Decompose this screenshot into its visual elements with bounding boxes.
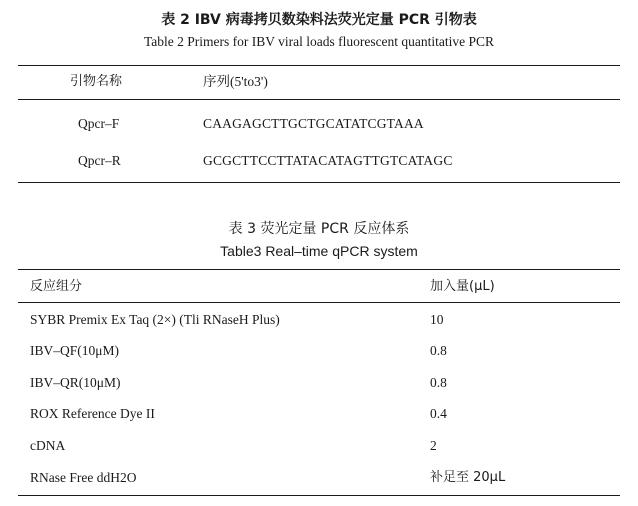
table3-header-component: 反应组分 — [30, 279, 83, 294]
table3-row-component: ROX Reference Dye II — [30, 406, 155, 421]
table2-row-name: Qpcr–R — [78, 153, 121, 168]
table2-top-rule — [18, 65, 620, 66]
table3-row-amount: 0.8 — [430, 375, 447, 390]
table2-row-sequence: CAAGAGCTTGCTGCATATCGTAAA — [203, 116, 424, 131]
table3-row-component: IBV–QR(10μM) — [30, 375, 121, 390]
table2-row-name: Qpcr–F — [78, 116, 120, 131]
table3-bottom-rule — [18, 495, 620, 496]
table2-caption-en: Table 2 Primers for IBV viral loads fluorescent quantitative PCR — [143, 34, 495, 49]
table3-row-component: RNase Free ddH2O — [30, 470, 137, 485]
table2-caption-cn: 表 2 IBV 病毒拷贝数染料法荧光定量 PCR 引物表 — [161, 12, 477, 28]
table3-caption-cn: 表 3 荧光定量 PCR 反应体系 — [228, 221, 410, 237]
table3-row-component: cDNA — [30, 438, 66, 453]
table2-bottom-rule — [18, 182, 620, 183]
table3-row-amount: 0.4 — [430, 406, 447, 421]
table3-header-amount: 加入量(μL) — [430, 279, 495, 294]
table3-header-rule — [18, 302, 620, 303]
table2-header-primer-name: 引物名称 — [70, 74, 123, 89]
table3-row-amount: 2 — [430, 438, 437, 453]
table2-row-sequence: GCGCTTCCTTATACATAGTTGTCATAGC — [203, 153, 453, 168]
table3-row-component: IBV–QF(10μM) — [30, 343, 119, 358]
table2-header-sequence: 序列(5'to3') — [203, 74, 268, 89]
table3-row-amount: 0.8 — [430, 343, 447, 358]
table2-header-rule — [18, 99, 620, 100]
table3-row-amount: 补足至 20μL — [430, 470, 506, 485]
table3-row-component: SYBR Premix Ex Taq (2×) (Tli RNaseH Plus) — [30, 312, 280, 327]
table3-row-amount: 10 — [430, 312, 444, 327]
table3-top-rule — [18, 269, 620, 270]
table3-caption-en: Table3 Real–time qPCR system — [220, 243, 418, 259]
